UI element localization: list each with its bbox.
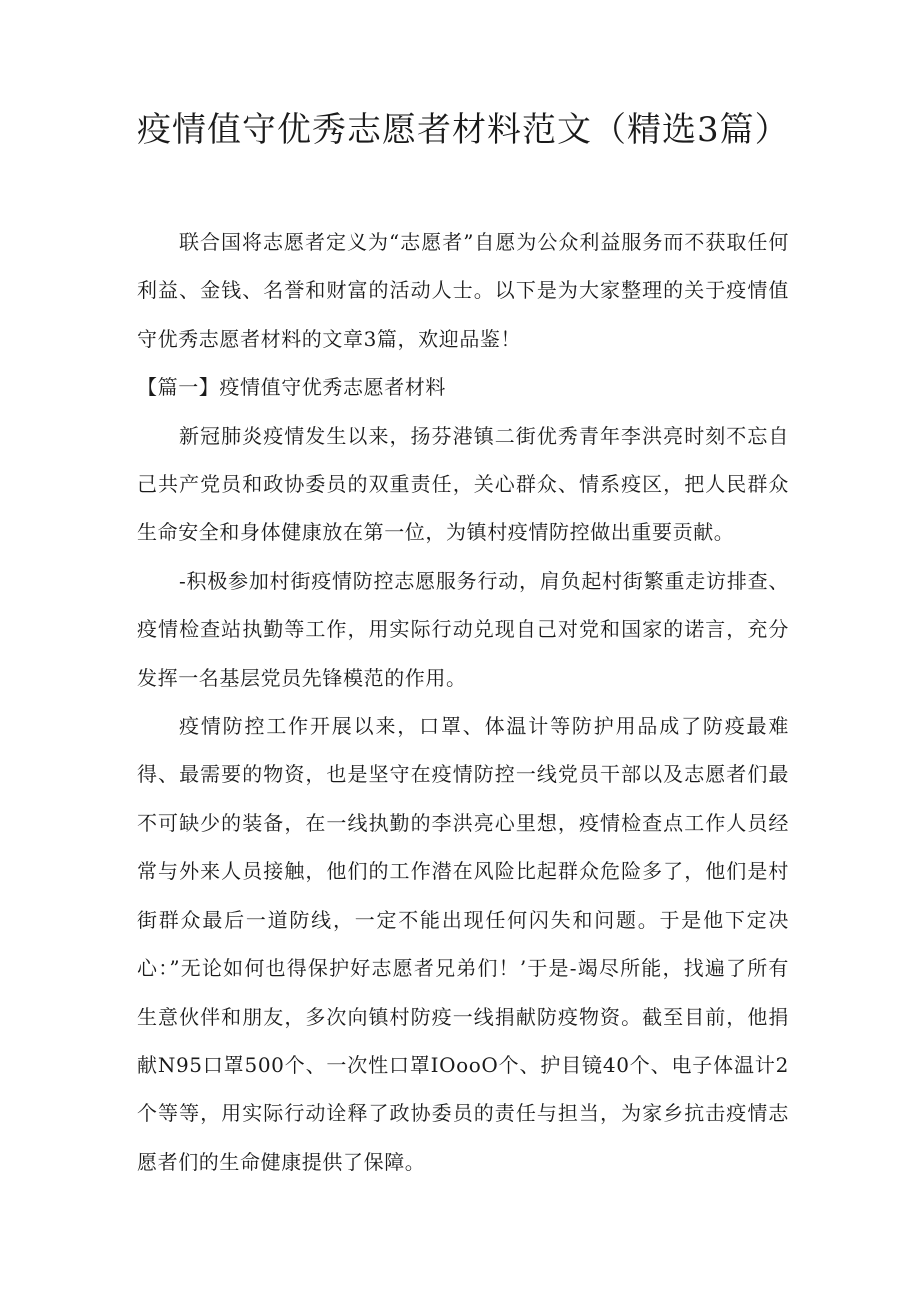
intro-paragraph: 联合国将志愿者定义为“志愿者”自愿为公众利益服务而不获取任何利益、金钱、名誉和财富的活动人士。以下是为大家整理的关于疫情值守优秀志愿者材料的文章3篇，欢迎品鉴！ (137, 230, 789, 351)
section-heading-1: 【篇一】疫情值守优秀志愿者材料 (137, 375, 446, 400)
body-paragraph: 新冠肺炎疫情发生以来，扬芬港镇二街优秀青年李洪亮时刻不忘自己共产党员和政协委员的双重责任，关心群众、情系疫区，把人民群众生命安全和身体健康放在第一位，为镇村疫情防控做出重要贡献。 (137, 423, 789, 545)
document-body (137, 218, 789, 1186)
document-title: 疫情值守优秀志愿者材料范文（精选3篇） (137, 110, 790, 150)
body-paragraph: 疫情防控工作开展以来，口罩、体温计等防护用品成了防疫最难得、最需要的物资，也是坚守在疫情防控一线党员干部以及志愿者们最不可缺少的装备，在一线执勤的李洪亮心里想，疫情检查点工作人员经常与外来人员接触，他们的工作潜在风险比起群众危险多了，他们是村街群众最后一道防线，一定不能出现任何闪失和问题。于是他下定决心：”无论如何也得保护好志愿者兄弟们！’于是-竭尽所能，找遍了所有生意伙伴和朋友，多次向镇村防疫一线捐献防疫物资。截至目前，他捐献N95口罩500个、一次性口罩IOooO个、护目镜40个、电子体温计2个等等，用实际行动诠释了政协委员的责任与担当，为家乡抗击疫情志愿者们的生命健康提供了保障。 (137, 714, 789, 1174)
body-paragraph: -积极参加村街疫情防控志愿服务行动，肩负起村街繁重走访排查、疫情检查站执勤等工作，用实际行动兑现自己对党和国家的诺言，充分发挥一名基层党员先锋模范的作用。 (137, 568, 789, 690)
